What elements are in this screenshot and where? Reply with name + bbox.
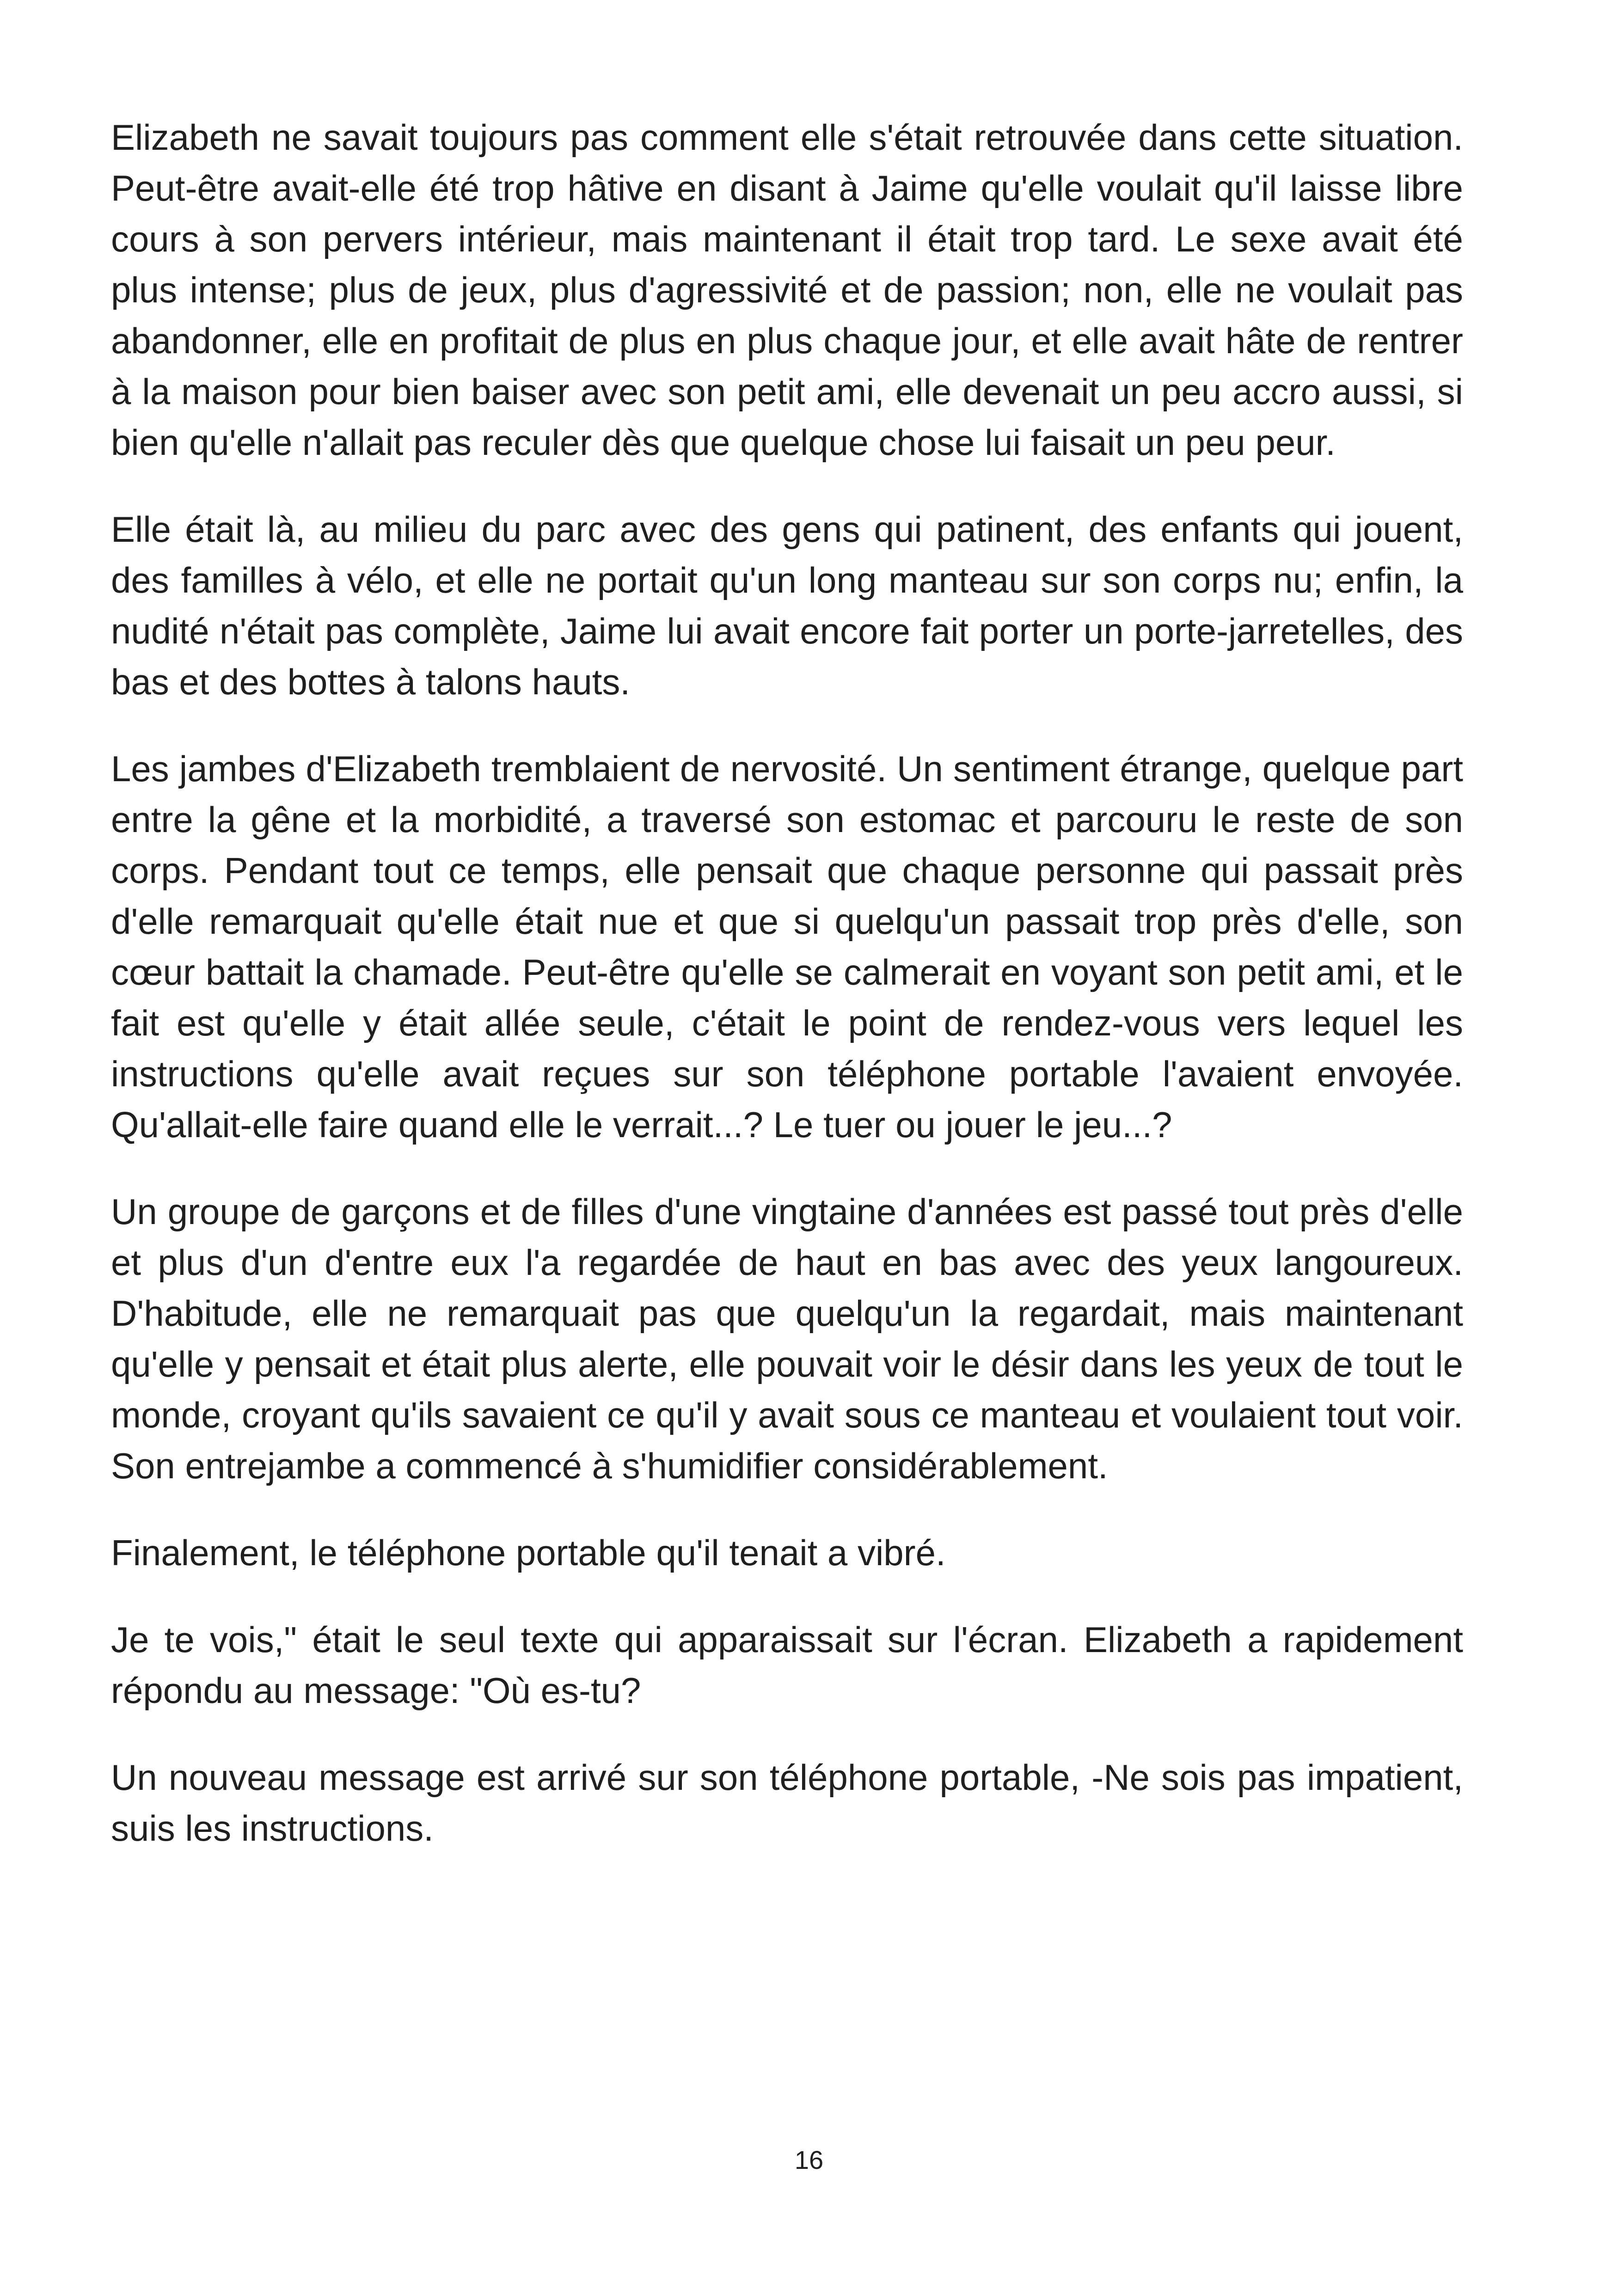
paragraph-1: Elizabeth ne savait toujours pas comment elle s'était retrouvée dans cette situation. Peut-être avait-elle été trop hâtive en disant à Jaime qu'elle voulait qu'il laisse libre cours à son pervers intérieur, mais maintenant il était trop tard. Le sexe avait été plus intense; plus de jeux, plus d'agressivité et de passion; non, elle ne voulait pas abandonner, elle en profitait de plus en plus chaque jour, et elle avait hâte de rentrer à la maison pour bien baiser avec son petit ami, elle devenait un peu accro aussi, si bien qu'elle n'allait pas reculer dès que quelque chose lui faisait un peu peur. — [111, 117, 1463, 463]
page-number: 16 — [794, 2145, 824, 2174]
paragraph-6: Je te vois," était le seul texte qui apparaissait sur l'écran. Elizabeth a rapidement répondu au message: "Où es-tu? — [111, 1619, 1463, 1711]
paragraph-4: Un groupe de garçons et de filles d'une vingtaine d'années est passé tout près d'elle et plus d'un d'entre eux l'a regardée de haut en bas avec des yeux langoureux. D'habitude, elle ne remarquait pas que quelqu'un la regardait, mais maintenant qu'elle y pensait et était plus alerte, elle pouvait voir le désir dans les yeux de tout le monde, croyant qu'ils savaient ce qu'il y avait sous ce manteau et voulaient tout voir. Son entrejambe a commencé à s'humidifier considérablement. — [111, 1191, 1463, 1486]
paragraph-7: Un nouveau message est arrivé sur son téléphone portable, -Ne sois pas impatient, suis les instructions. — [111, 1757, 1463, 1849]
paragraph-3: Les jambes d'Elizabeth tremblaient de nervosité. Un sentiment étrange, quelque part entre la gêne et la morbidité, a traversé son estomac et parcouru le reste de son corps. Pendant tout ce temps, elle pensait que chaque personne qui passait près d'elle remarquait qu'elle était nue et que si quelqu'un passait trop près d'elle, son cœur battait la chamade. Peut-être qu'elle se calmerait en voyant son petit ami, et le fait est qu'elle y était allée seule, c'était le point de rendez-vous vers lequel les instructions qu'elle avait reçues sur son téléphone portable l'avaient envoyée. Qu'allait-elle faire quand elle le verrait...? Le tuer ou jouer le jeu...? — [111, 748, 1463, 1145]
body-text — [111, 112, 1463, 1890]
paragraph-5: Finalement, le téléphone portable qu'il tenait a vibré. — [111, 1532, 946, 1573]
paragraph-2: Elle était là, au milieu du parc avec des gens qui patinent, des enfants qui jouent, des familles à vélo, et elle ne portait qu'un long manteau sur son corps nu; enfin, la nudité n'était pas complète, Jaime lui avait encore fait porter un porte-jarretelles, des bas et des bottes à talons hauts. — [111, 509, 1463, 702]
